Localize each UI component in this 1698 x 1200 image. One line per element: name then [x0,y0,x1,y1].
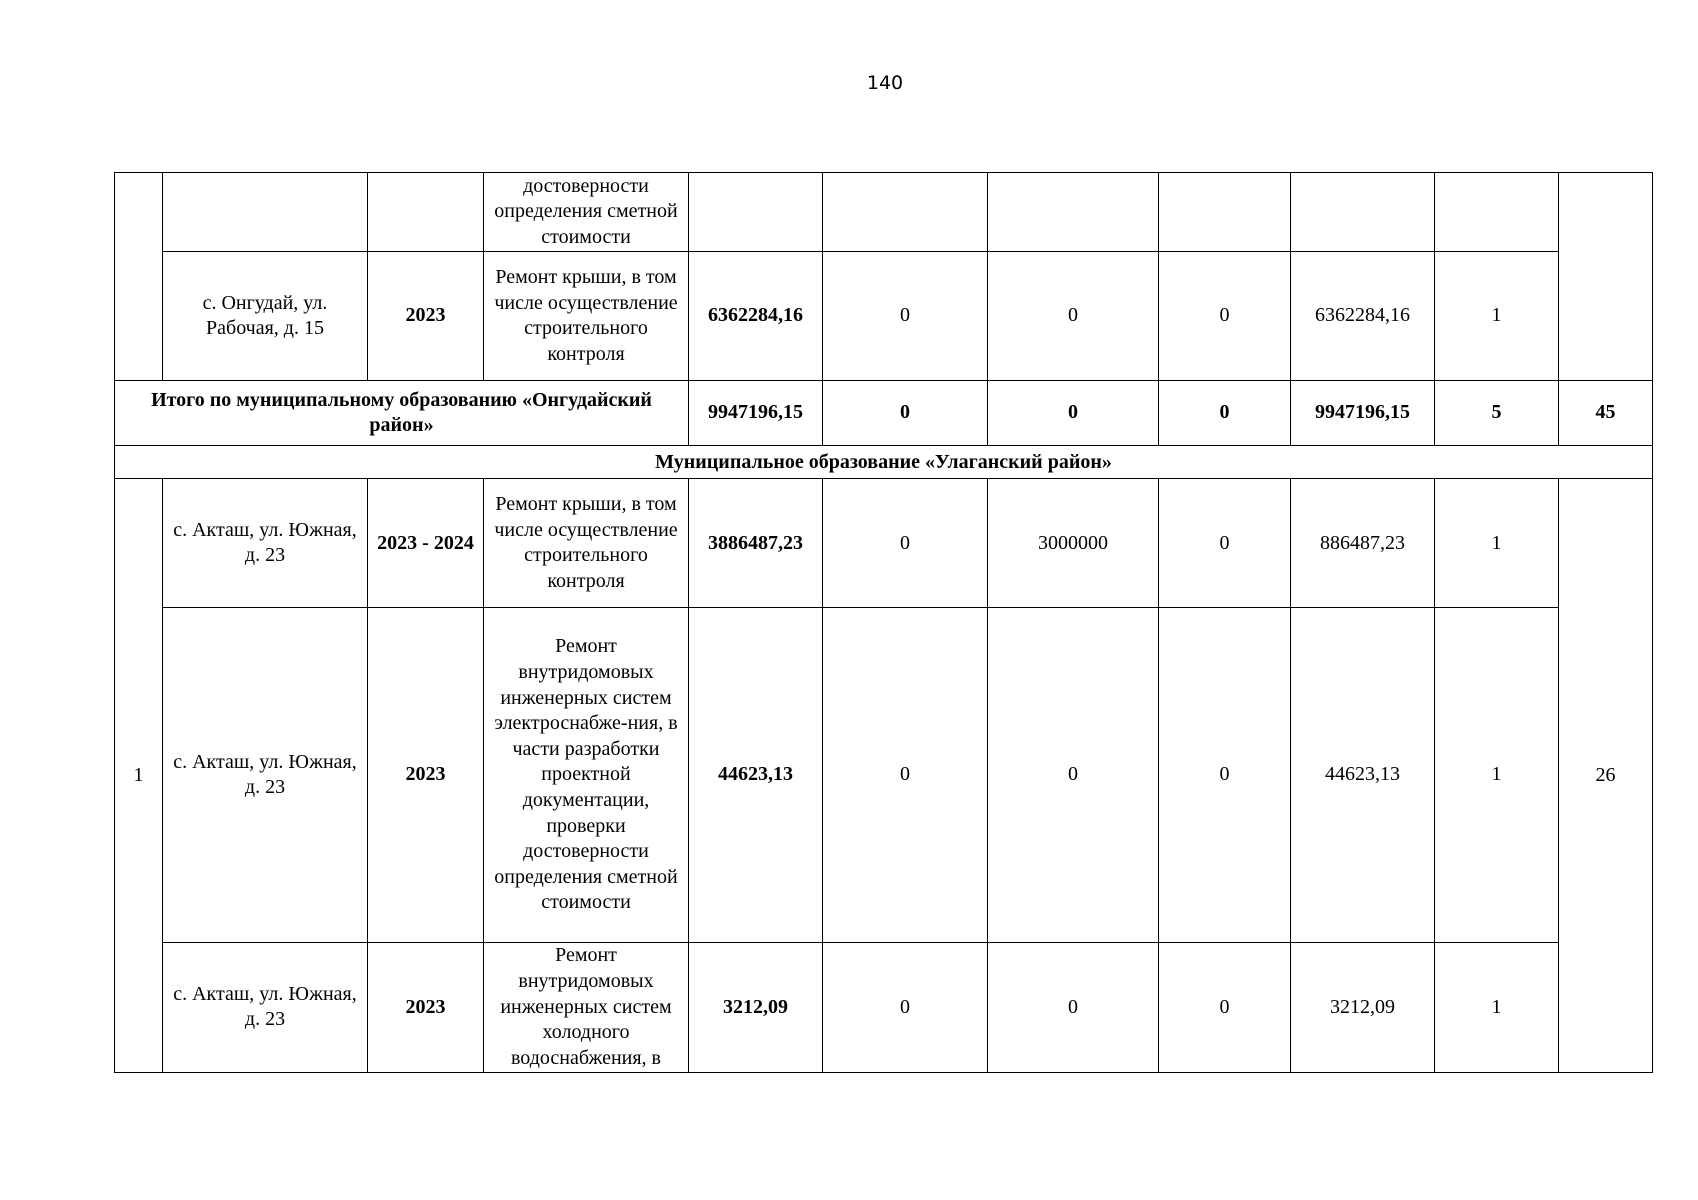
count-cell: 1 [1435,252,1559,381]
group-cell: 45 [1559,381,1653,446]
total-cost-cell: 3886487,23 [689,479,823,608]
number-cell [115,173,163,381]
section-title: Муниципальное образование «Улаганский район» [115,446,1653,479]
address-cell: с. Акташ, ул. Южная, д. 23 [163,608,368,942]
fund-cell: 0 [1159,608,1291,942]
years-cell: 2023 [368,608,484,942]
total-cost-cell: 9947196,15 [689,381,823,446]
count-cell: 1 [1435,479,1559,608]
fund-cell: 0 [988,608,1159,942]
fund-cell: 0 [823,252,988,381]
work-type-cell: Ремонт внутридомовых инженерных систем холодного водоснабжения, в [484,942,689,1072]
fund-cell: 0 [988,942,1159,1072]
page-number: 140 [866,72,904,94]
group-cell [1559,173,1653,381]
total-cost-cell: 6362284,16 [689,252,823,381]
table-row [115,942,1653,1072]
fund-cell: 0 [988,381,1159,446]
count-cell: 1 [1435,942,1559,1072]
years-cell: 2023 [368,252,484,381]
fund-cell: 44623,13 [1291,608,1435,942]
fund-cell: 0 [1159,942,1291,1072]
number-cell: 1 [115,479,163,1073]
count-cell: 1 [1435,608,1559,942]
address-cell: с. Акташ, ул. Южная, д. 23 [163,942,368,1072]
count-cell: 5 [1435,381,1559,446]
fund-cell: 0 [823,381,988,446]
work-type-cell: Ремонт внутридомовых инженерных систем электроснабже-ния, в части разработки проектной документации, проверки достоверности определения сметной стоимости [484,608,689,942]
fund-cell: 3000000 [988,479,1159,608]
fund-cell: 0 [1159,381,1291,446]
subtotal-row [115,381,1653,446]
fund-cell: 6362284,16 [1291,252,1435,381]
fund-cell [1291,173,1435,252]
group-cell: 26 [1559,479,1653,1073]
fund-cell: 0 [1159,479,1291,608]
table-row [115,252,1653,381]
years-cell: 2023 - 2024 [368,479,484,608]
table-row [115,479,1653,608]
fund-cell [823,173,988,252]
work-type-cell: достоверности определения сметной стоимости [484,173,689,252]
total-cost-cell: 3212,09 [689,942,823,1072]
total-cost-cell: 44623,13 [689,608,823,942]
fund-cell: 0 [823,942,988,1072]
fund-cell: 0 [988,252,1159,381]
work-type-cell: Ремонт крыши, в том числе осуществление строительного контроля [484,479,689,608]
funding-table [114,172,1653,1073]
fund-cell [988,173,1159,252]
address-cell: с. Акташ, ул. Южная, д. 23 [163,479,368,608]
total-cost-cell [689,173,823,252]
fund-cell: 9947196,15 [1291,381,1435,446]
years-cell [368,173,484,252]
count-cell [1435,173,1559,252]
address-cell [163,173,368,252]
years-cell: 2023 [368,942,484,1072]
table-row [115,173,1653,252]
fund-cell: 0 [823,479,988,608]
work-type-cell: Ремонт крыши, в том числе осуществление строительного контроля [484,252,689,381]
section-header-row [115,446,1653,479]
fund-cell: 886487,23 [1291,479,1435,608]
fund-cell [1159,173,1291,252]
address-cell: с. Онгудай, ул. Рабочая, д. 15 [163,252,368,381]
subtotal-label: Итого по муниципальному образованию «Онгудайский район» [115,381,689,446]
fund-cell: 0 [1159,252,1291,381]
table-row [115,608,1653,942]
fund-cell: 3212,09 [1291,942,1435,1072]
fund-cell: 0 [823,608,988,942]
